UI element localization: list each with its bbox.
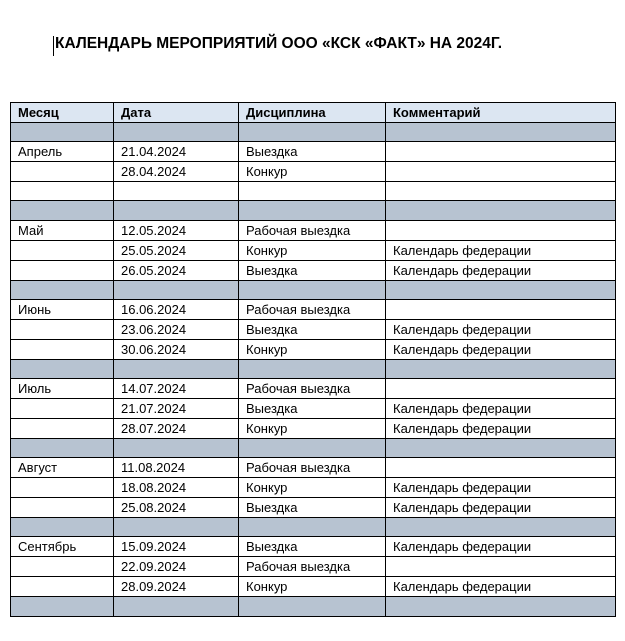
table-row [11, 260, 616, 280]
separator-cell [11, 359, 114, 378]
separator-cell [239, 438, 386, 457]
cell-comment [386, 458, 616, 478]
separator-cell [11, 438, 114, 457]
separator-cell [114, 201, 239, 220]
cell-date: 28.09.2024 [114, 577, 239, 597]
separator-cell [239, 518, 386, 537]
cell-date: 25.08.2024 [114, 498, 239, 518]
cell-discipline: Рабочая выездка [239, 557, 386, 577]
cell-discipline: Выездка [239, 537, 386, 557]
month-separator-row [11, 123, 616, 142]
cell-comment: Календарь федерации [386, 339, 616, 359]
cell-comment: Календарь федерации [386, 577, 616, 597]
table-row [11, 142, 616, 162]
separator-cell [11, 123, 114, 142]
table-row [11, 577, 616, 597]
separator-cell [386, 518, 616, 537]
cell-discipline: Конкур [239, 478, 386, 498]
month-separator-row [11, 518, 616, 537]
month-separator-row [11, 438, 616, 457]
cell-date: 26.05.2024 [114, 260, 239, 280]
separator-cell [114, 518, 239, 537]
cell-month: Август [11, 458, 114, 478]
month-separator-row [11, 201, 616, 220]
separator-cell [114, 280, 239, 299]
separator-cell [11, 280, 114, 299]
cell-comment: Календарь федерации [386, 478, 616, 498]
cell-discipline: Конкур [239, 577, 386, 597]
cell-discipline: Рабочая выездка [239, 299, 386, 319]
cell-month: Июнь [11, 299, 114, 319]
cell-month: Июль [11, 378, 114, 398]
month-separator-row [11, 280, 616, 299]
table-row [11, 458, 616, 478]
cell-month [11, 398, 114, 418]
cell-comment [386, 557, 616, 577]
cell-date: 23.06.2024 [114, 319, 239, 339]
month-separator-row [11, 359, 616, 378]
separator-cell [386, 280, 616, 299]
separator-cell [239, 201, 386, 220]
cell-date: 25.05.2024 [114, 240, 239, 260]
cell-month [11, 557, 114, 577]
separator-cell [239, 280, 386, 299]
table-row [11, 220, 616, 240]
separator-cell [386, 123, 616, 142]
cell-date [114, 182, 239, 201]
table-row [11, 557, 616, 577]
cell-comment [386, 162, 616, 182]
cell-comment: Календарь федерации [386, 260, 616, 280]
cell-month [11, 339, 114, 359]
separator-cell [114, 438, 239, 457]
cell-discipline: Рабочая выездка [239, 378, 386, 398]
separator-cell [239, 597, 386, 616]
table-row [11, 378, 616, 398]
separator-cell [114, 359, 239, 378]
cell-date: 21.04.2024 [114, 142, 239, 162]
cell-comment: Календарь федерации [386, 537, 616, 557]
separator-cell [386, 597, 616, 616]
cell-month: Апрель [11, 142, 114, 162]
cell-date: 11.08.2024 [114, 458, 239, 478]
cell-date: 16.06.2024 [114, 299, 239, 319]
table-row [11, 498, 616, 518]
cell-comment [386, 299, 616, 319]
separator-cell [114, 597, 239, 616]
table-row [11, 319, 616, 339]
header-discipline: Дисциплина [239, 103, 386, 123]
cell-discipline: Конкур [239, 240, 386, 260]
cell-month [11, 577, 114, 597]
header-date: Дата [114, 103, 239, 123]
cell-month [11, 182, 114, 201]
separator-cell [386, 201, 616, 220]
cell-date: 14.07.2024 [114, 378, 239, 398]
month-separator-row [11, 597, 616, 616]
cell-comment [386, 142, 616, 162]
cell-discipline: Конкур [239, 339, 386, 359]
page-title: КАЛЕНДАРЬ МЕРОПРИЯТИЙ ООО «КСК «ФАКТ» НА 2024Г. [55, 35, 503, 52]
separator-cell [11, 518, 114, 537]
cell-month [11, 498, 114, 518]
cell-month: Сентябрь [11, 537, 114, 557]
cell-date: 18.08.2024 [114, 478, 239, 498]
cell-date: 28.07.2024 [114, 418, 239, 438]
cell-date: 21.07.2024 [114, 398, 239, 418]
cell-comment [386, 378, 616, 398]
table-row [11, 478, 616, 498]
separator-cell [386, 359, 616, 378]
cell-date: 22.09.2024 [114, 557, 239, 577]
cell-discipline: Выездка [239, 398, 386, 418]
cell-comment [386, 220, 616, 240]
table-row [11, 240, 616, 260]
cell-month [11, 260, 114, 280]
events-table [10, 102, 616, 617]
cell-comment: Календарь федерации [386, 418, 616, 438]
cell-discipline: Конкур [239, 418, 386, 438]
cell-date: 30.06.2024 [114, 339, 239, 359]
table-header-row [11, 103, 616, 123]
cell-month [11, 240, 114, 260]
separator-cell [114, 123, 239, 142]
cell-discipline: Рабочая выездка [239, 458, 386, 478]
cell-discipline: Конкур [239, 162, 386, 182]
table-row [11, 299, 616, 319]
table-row [11, 418, 616, 438]
table-row [11, 182, 616, 201]
table-row [11, 398, 616, 418]
cell-comment: Календарь федерации [386, 398, 616, 418]
separator-cell [11, 597, 114, 616]
cell-discipline: Рабочая выездка [239, 220, 386, 240]
cell-month: Май [11, 220, 114, 240]
cell-date: 28.04.2024 [114, 162, 239, 182]
cell-date: 12.05.2024 [114, 220, 239, 240]
header-month: Месяц [11, 103, 114, 123]
cell-month [11, 319, 114, 339]
separator-cell [386, 438, 616, 457]
table-body [11, 123, 616, 617]
table-row [11, 339, 616, 359]
cell-discipline: Выездка [239, 142, 386, 162]
cell-comment: Календарь федерации [386, 240, 616, 260]
cell-discipline: Выездка [239, 260, 386, 280]
separator-cell [239, 359, 386, 378]
cell-comment: Календарь федерации [386, 498, 616, 518]
separator-cell [239, 123, 386, 142]
cell-discipline: Выездка [239, 319, 386, 339]
cell-comment [386, 182, 616, 201]
table-row [11, 537, 616, 557]
text-cursor [53, 36, 54, 56]
cell-comment: Календарь федерации [386, 319, 616, 339]
cell-month [11, 478, 114, 498]
cell-month [11, 418, 114, 438]
cell-discipline [239, 182, 386, 201]
cell-date: 15.09.2024 [114, 537, 239, 557]
separator-cell [11, 201, 114, 220]
table-row [11, 162, 616, 182]
cell-discipline: Выездка [239, 498, 386, 518]
header-comment: Комментарий [386, 103, 616, 123]
cell-month [11, 162, 114, 182]
